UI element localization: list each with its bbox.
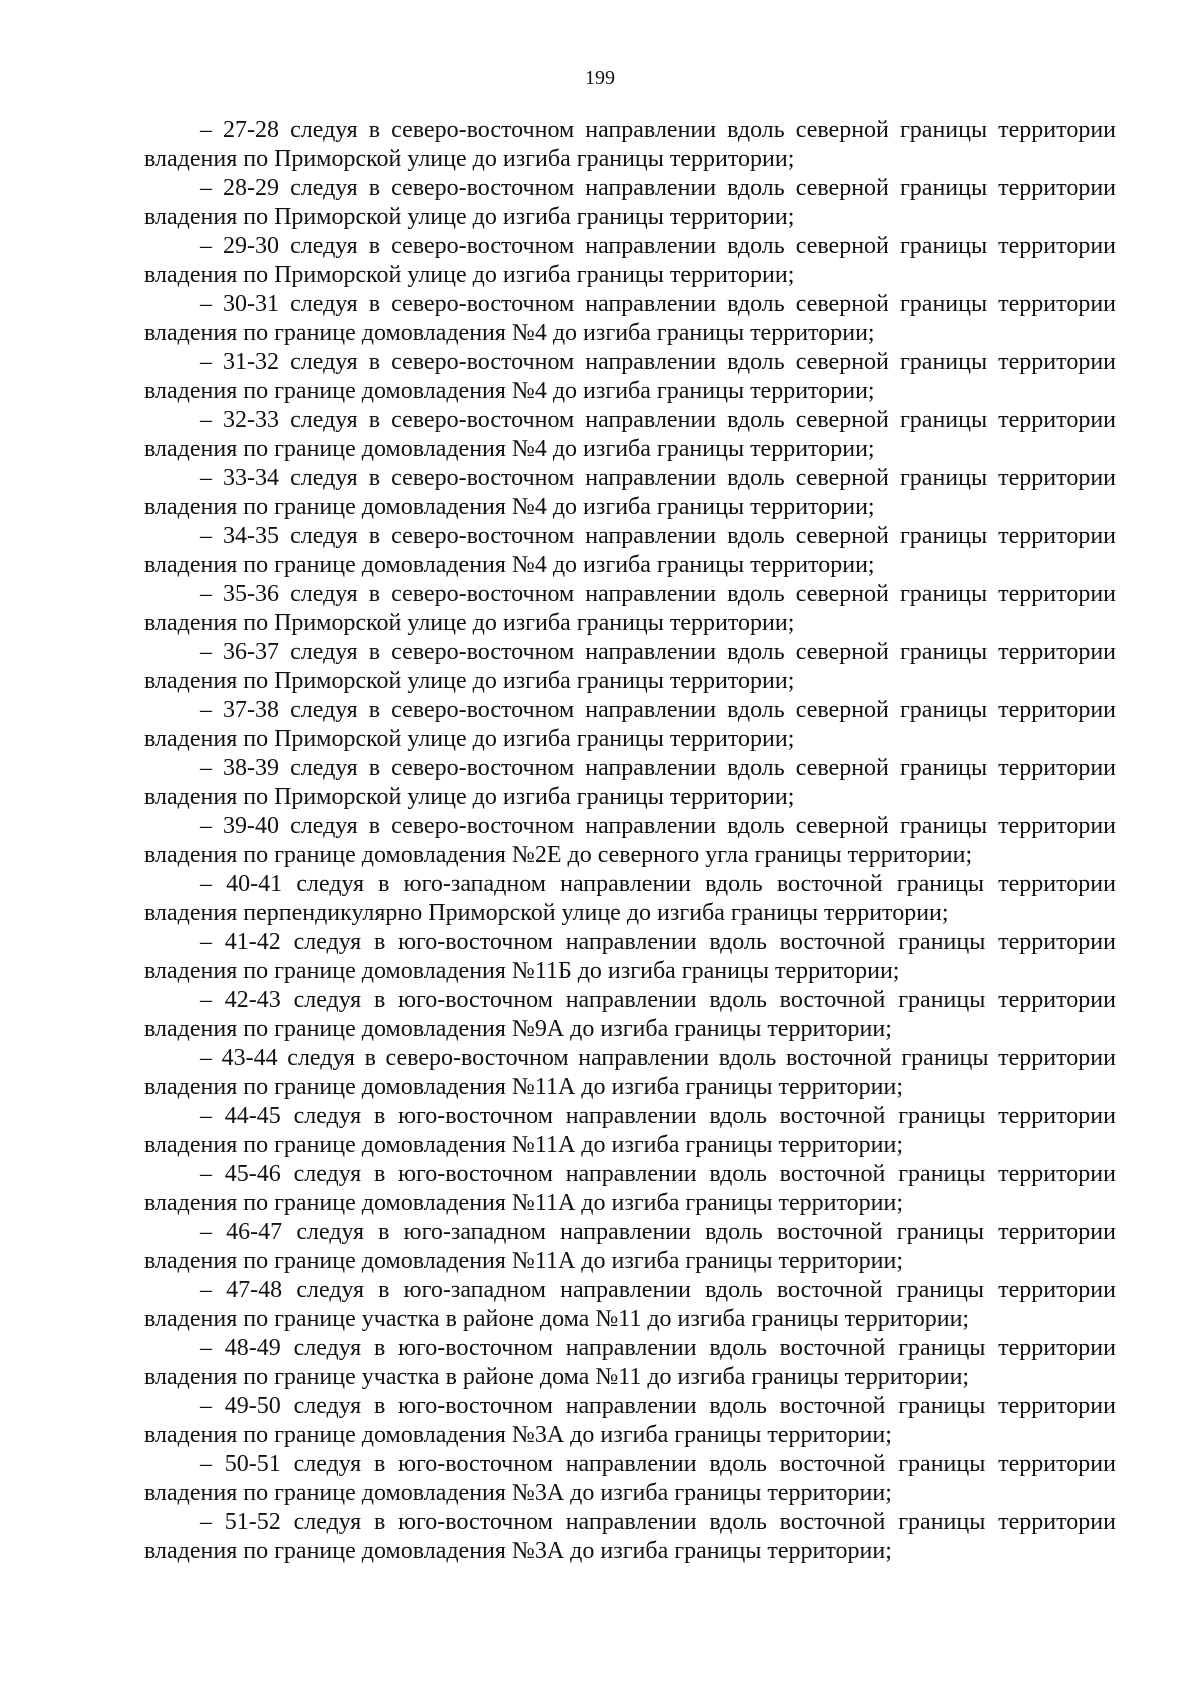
paragraph-boundary-47-48: – 47-48 следуя в юго-западном направлении вдоль восточной границы территории владения по границе участка в районе дома №11 до изгиба границы территории; bbox=[144, 1277, 1116, 1332]
page-number: 199 bbox=[585, 67, 615, 89]
paragraph-boundary-40-41: – 40-41 следуя в юго-западном направлении вдоль восточной границы территории владения перпендикулярно Приморской улице до изгиба границы территории; bbox=[144, 871, 1116, 926]
paragraph-boundary-35-36: – 35-36 следуя в северо-восточном направлении вдоль северной границы территории владения по Приморской улице до изгиба границы территории; bbox=[144, 581, 1116, 636]
paragraph-boundary-37-38: – 37-38 следуя в северо-восточном направлении вдоль северной границы территории владения по Приморской улице до изгиба границы территории; bbox=[144, 697, 1116, 752]
paragraph-boundary-39-40: – 39-40 следуя в северо-восточном направлении вдоль северной границы территории владения по границе домовладения №2Е до северного угла границы территории; bbox=[144, 813, 1116, 868]
paragraph-boundary-32-33: – 32-33 следуя в северо-восточном направлении вдоль северной границы территории владения по границе домовладения №4 до изгиба границы территории; bbox=[144, 407, 1116, 462]
paragraph-boundary-34-35: – 34-35 следуя в северо-восточном направлении вдоль северной границы территории владения по границе домовладения №4 до изгиба границы территории; bbox=[144, 523, 1116, 578]
paragraph-boundary-29-30: – 29-30 следуя в северо-восточном направлении вдоль северной границы территории владения по Приморской улице до изгиба границы территории; bbox=[144, 233, 1116, 288]
document-body bbox=[144, 116, 1116, 1566]
paragraph-boundary-42-43: – 42-43 следуя в юго-восточном направлении вдоль восточной границы территории владения по границе домовладения №9А до изгиба границы территории; bbox=[144, 987, 1116, 1042]
paragraph-boundary-28-29: – 28-29 следуя в северо-восточном направлении вдоль северной границы территории владения по Приморской улице до изгиба границы территории; bbox=[144, 175, 1116, 230]
paragraph-boundary-33-34: – 33-34 следуя в северо-восточном направлении вдоль северной границы территории владения по границе домовладения №4 до изгиба границы территории; bbox=[144, 465, 1116, 520]
paragraph-boundary-43-44: – 43-44 следуя в северо-восточном направлении вдоль восточной границы территории владения по границе домовладения №11А до изгиба границы территории; bbox=[144, 1045, 1116, 1100]
paragraph-boundary-31-32: – 31-32 следуя в северо-восточном направлении вдоль северной границы территории владения по границе домовладения №4 до изгиба границы территории; bbox=[144, 349, 1116, 404]
paragraph-boundary-36-37: – 36-37 следуя в северо-восточном направлении вдоль северной границы территории владения по Приморской улице до изгиба границы территории; bbox=[144, 639, 1116, 694]
paragraph-boundary-51-52: – 51-52 следуя в юго-восточном направлении вдоль восточной границы территории владения по границе домовладения №3А до изгиба границы территории; bbox=[144, 1509, 1116, 1564]
paragraph-boundary-41-42: – 41-42 следуя в юго-восточном направлении вдоль восточной границы территории владения по границе домовладения №11Б до изгиба границы территории; bbox=[144, 929, 1116, 984]
paragraph-boundary-27-28: – 27-28 следуя в северо-восточном направлении вдоль северной границы территории владения по Приморской улице до изгиба границы территории; bbox=[144, 117, 1116, 172]
paragraph-boundary-30-31: – 30-31 следуя в северо-восточном направлении вдоль северной границы территории владения по границе домовладения №4 до изгиба границы территории; bbox=[144, 291, 1116, 346]
paragraph-boundary-49-50: – 49-50 следуя в юго-восточном направлении вдоль восточной границы территории владения по границе домовладения №3А до изгиба границы территории; bbox=[144, 1393, 1116, 1448]
paragraph-boundary-46-47: – 46-47 следуя в юго-западном направлении вдоль восточной границы территории владения по границе домовладения №11А до изгиба границы территории; bbox=[144, 1219, 1116, 1274]
paragraph-boundary-38-39: – 38-39 следуя в северо-восточном направлении вдоль северной границы территории владения по Приморской улице до изгиба границы территории; bbox=[144, 755, 1116, 810]
paragraph-boundary-44-45: – 44-45 следуя в юго-восточном направлении вдоль восточной границы территории владения по границе домовладения №11А до изгиба границы территории; bbox=[144, 1103, 1116, 1158]
paragraph-boundary-50-51: – 50-51 следуя в юго-восточном направлении вдоль восточной границы территории владения по границе домовладения №3А до изгиба границы территории; bbox=[144, 1451, 1116, 1506]
paragraph-boundary-48-49: – 48-49 следуя в юго-восточном направлении вдоль восточной границы территории владения по границе участка в районе дома №11 до изгиба границы территории; bbox=[144, 1335, 1116, 1390]
paragraph-boundary-45-46: – 45-46 следуя в юго-восточном направлении вдоль восточной границы территории владения по границе домовладения №11А до изгиба границы территории; bbox=[144, 1161, 1116, 1216]
